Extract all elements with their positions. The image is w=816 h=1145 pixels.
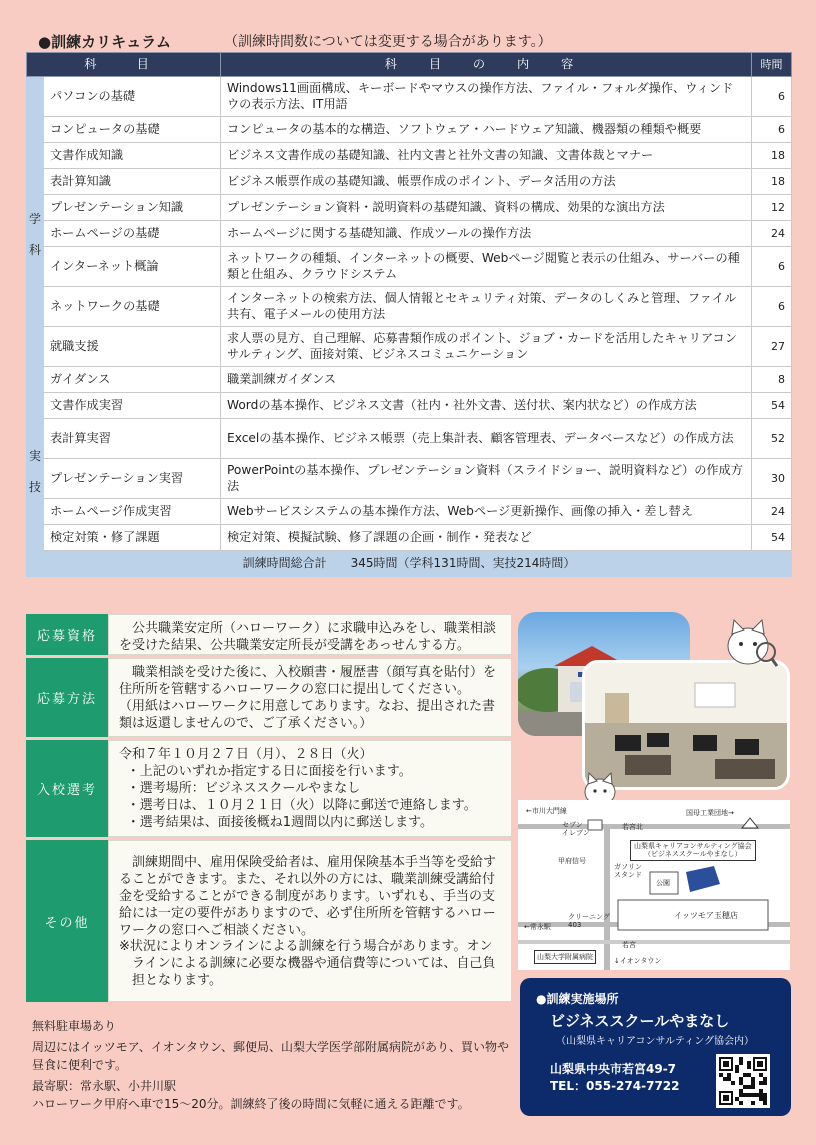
hours-cell: 27 <box>752 327 792 367</box>
method-row <box>26 658 512 740</box>
curriculum-heading: ●訓練カリキュラム <box>38 33 171 51</box>
content-cell: 求人票の見方、自己理解、応募書類作成のポイント、ジョブ・カードを活用したキャリアコンサルティング、面接対策、ビジネスコミュニケーション <box>221 327 752 367</box>
subject-cell: ガイダンス <box>44 367 221 393</box>
subject-cell: 表計算実習 <box>44 419 221 459</box>
method-text-main: 職業相談を受けた後に、入校願書・履歴書（顔写真を貼付）を住所所を管轄するハローワークの窓口に提出してください。 <box>119 665 497 697</box>
map-label-joei: ←常永駅 <box>524 923 551 931</box>
map-label-wakamiya: 若宮 <box>622 941 636 949</box>
hours-cell: 8 <box>752 367 792 393</box>
map-label-gas: ガソリン スタンド <box>614 863 642 879</box>
school-label: ●訓練実施場所 <box>536 992 619 1006</box>
selection-row <box>26 740 512 840</box>
hours-cell: 6 <box>752 247 792 287</box>
table-row <box>27 117 792 143</box>
table-row <box>27 169 792 195</box>
hours-cell: 6 <box>752 77 792 117</box>
hours-cell: 54 <box>752 393 792 419</box>
header-subject: 科 目 <box>27 53 221 77</box>
hours-cell: 24 <box>752 221 792 247</box>
map-label-hospital: 山梨大学附属病院 <box>534 950 596 964</box>
content-cell: コンピュータの基本的な構造、ソフトウェア・ハードウェア知識、機器類の種類や概要 <box>221 117 752 143</box>
school-tel[interactable]: TEL：055-274-7722 <box>550 1079 680 1093</box>
subject-cell: ネットワークの基礎 <box>44 287 221 327</box>
map-label-kokudo: 国母工業団地→ <box>686 809 734 817</box>
total-row <box>27 551 792 577</box>
application-section <box>26 614 512 1002</box>
table-row <box>27 221 792 247</box>
content-cell: ネットワークの種類、インターネットの概要、Webページ閲覧と表示の仕組み、サーバーの種類と仕組み、クラウドシステム <box>221 247 752 287</box>
header-hours: 時間 <box>752 53 792 77</box>
hours-cell: 30 <box>752 459 792 499</box>
group-label-char: 科 <box>28 242 41 257</box>
subject-cell: 文書作成実習 <box>44 393 221 419</box>
selection-text-box <box>108 740 512 837</box>
qualification-label: 応募資格 <box>26 614 108 655</box>
access-map <box>518 800 790 970</box>
qualification-text-box <box>108 614 512 655</box>
selection-bullet: ・選考日は、１０月２１日（火）以降に郵送で連絡します。 <box>126 797 477 813</box>
header-content: 科 目 の 内 容 <box>221 53 752 77</box>
subject-cell: 文書作成知識 <box>44 143 221 169</box>
group-label-char: 学 <box>28 211 41 226</box>
table-row <box>27 419 792 459</box>
content-cell: ビジネス文書作成の基礎知識、社内文書と社外文書の知識、文書体裁とマナー <box>221 143 752 169</box>
other-label: その他 <box>26 840 108 1002</box>
table-row <box>27 195 792 221</box>
hours-cell: 6 <box>752 117 792 143</box>
table-row <box>27 367 792 393</box>
subject-cell: 就職支援 <box>44 327 221 367</box>
hours-cell: 18 <box>752 169 792 195</box>
school-name: ビジネススクールやまなし <box>550 1012 730 1030</box>
subject-cell: パソコンの基礎 <box>44 77 221 117</box>
table-row <box>27 393 792 419</box>
table-row <box>27 327 792 367</box>
map-label-park: 公園 <box>656 879 670 887</box>
hours-cell: 52 <box>752 419 792 459</box>
subject-cell: 検定対策・修了課題 <box>44 525 221 551</box>
hours-cell: 6 <box>752 287 792 327</box>
content-cell: 検定対策、模擬試験、修了課題の企画・制作・発表など <box>221 525 752 551</box>
group-label-char: 実 <box>28 448 41 463</box>
hours-cell: 18 <box>752 143 792 169</box>
table-row <box>27 287 792 327</box>
selection-bullet: ・選考場所：ビジネススクールやまなし <box>126 780 361 796</box>
map-label-cleaning: クリーニング 403 <box>568 913 610 929</box>
content-cell: Excelの基本操作、ビジネス帳票（売上集計表、顧客管理表、データベースなど）の作成方法 <box>221 419 752 459</box>
subject-cell: インターネット概論 <box>44 247 221 287</box>
selection-label: 入校選考 <box>26 740 108 837</box>
qualification-row <box>26 614 512 658</box>
nearby-text: 周辺にはイッツモア、イオンタウン、郵便局、山梨大学医学部附属病院があり、買い物や昼食に便利です。 <box>32 1040 510 1072</box>
hours-cell: 24 <box>752 499 792 525</box>
other-text-box <box>108 840 512 1002</box>
table-row <box>27 525 792 551</box>
hours-cell: 54 <box>752 525 792 551</box>
school-address: 山梨県中央市若宮49-7 <box>550 1062 677 1076</box>
group-label-char: 技 <box>28 479 41 494</box>
map-label-signal: 甲府信号 <box>558 857 586 865</box>
subject-cell: プレゼンテーション知識 <box>44 195 221 221</box>
subject-cell: ホームページ作成実習 <box>44 499 221 525</box>
other-text-main: 訓練期間中、雇用保険受給者は、雇用保険基本手当等を受給することができます。また、それ以外の方には、職業訓練受講給付金を受給することができる制度があります。いずれも、手当の支給には一定の要件がありますので、必ず住所所を管轄するハローワークの窓口へご相談ください。 <box>119 855 497 938</box>
content-cell: インターネットの検索方法、個人情報とセキュリティ対策、データのしくみと管理、ファイル共有、電子メールの使用方法 <box>221 287 752 327</box>
selection-date: 令和７年１０月２７日（月）、２８日（火） <box>119 747 373 762</box>
content-cell: PowerPointの基本操作、プレゼンテーション資料（スライドショー、説明資料など）の作成方法 <box>221 459 752 499</box>
access-info <box>32 1018 512 1117</box>
method-text-box <box>108 658 512 737</box>
qualification-text: 公共職業安定所（ハローワーク）に求職申込みをし、職業相談を受けた結果、公共職業安定所長が受講をあっせんする方。 <box>119 621 497 653</box>
map-label-aeon: ↓イオンタウン <box>614 957 662 965</box>
table-row <box>27 247 792 287</box>
table-row <box>27 77 792 117</box>
selection-bullet: ・選考結果は、面接後概ね1週間以内に郵送します。 <box>126 814 434 830</box>
distance-text: ハローワーク甲府へ車で15～20分。訓練終了後の時間に気軽に通える距離です。 <box>32 1096 470 1111</box>
table-row <box>27 459 792 499</box>
curriculum-note: （訓練時間数については変更する場合があります。） <box>224 34 552 50</box>
curriculum-table <box>26 52 792 577</box>
table-row <box>27 499 792 525</box>
subject-cell: プレゼンテーション実習 <box>44 459 221 499</box>
method-text-note: （用紙はハローワークに用意してあります。なお、提出された書類は返還しませんので、ご了承ください。） <box>119 698 495 731</box>
map-label-seven: セブン イレブン <box>562 821 590 837</box>
method-label: 応募方法 <box>26 658 108 737</box>
group-jitsugi <box>27 393 44 551</box>
content-cell: Webサービスシステムの基本操作方法、Webページ更新操作、画像の挿入・差し替え <box>221 499 752 525</box>
content-cell: Wordの基本操作、ビジネス文書（社内・社外文書、送付状、案内状など）の作成方法 <box>221 393 752 419</box>
cat-mascot-icon <box>720 612 778 680</box>
qr-code-icon[interactable] <box>716 1054 770 1108</box>
content-cell: プレゼンテーション資料・説明資料の基礎知識、資料の構成、効果的な演出方法 <box>221 195 752 221</box>
content-cell: 職業訓練ガイダンス <box>221 367 752 393</box>
hours-cell: 12 <box>752 195 792 221</box>
station-text: 最寄駅：常永駅、小井川駅 <box>32 1079 177 1094</box>
table-row <box>27 143 792 169</box>
other-row <box>26 840 512 1002</box>
selection-bullet: ・上記のいずれか指定する日に面接を行います。 <box>126 763 412 779</box>
content-cell: ビジネス帳票作成の基礎知識、帳票作成のポイント、データ活用の方法 <box>221 169 752 195</box>
map-label-ichikawa: ←市川大門線 <box>526 807 567 815</box>
group-gakka <box>27 77 44 393</box>
subject-cell: ホームページの基礎 <box>44 221 221 247</box>
map-label-itsmore: イッツモア玉穂店 <box>674 911 738 920</box>
content-cell: ホームページに関する基礎知識、作成ツールの操作方法 <box>221 221 752 247</box>
school-subname: （山梨県キャリアコンサルティング協会内） <box>556 1036 754 1047</box>
school-info-box <box>520 978 791 1116</box>
subject-cell: 表計算知識 <box>44 169 221 195</box>
subject-cell: コンピュータの基礎 <box>44 117 221 143</box>
content-cell: Windows11画面構成、キーボードやマウスの操作方法、ファイル・フォルダ操作、ウィンドウの表示方法、IT用語 <box>221 77 752 117</box>
other-text-note: ※状況によりオンラインによる訓練を行う場合があります。オンラインによる訓練に必要な機器や通信費等については、自己負担となります。 <box>119 939 496 989</box>
map-label-school: 山梨県キャリアコンサルティング協会 （ビジネススクールやまなし） <box>630 840 756 861</box>
total-hours: 訓練時間総合計 345時間（学科131時間、実技214時間） <box>27 551 792 577</box>
table-header-row <box>27 53 792 77</box>
parking-text: 無料駐車場あり <box>32 1019 117 1033</box>
map-label-wakamiya-north: 若宮北 <box>622 823 643 831</box>
